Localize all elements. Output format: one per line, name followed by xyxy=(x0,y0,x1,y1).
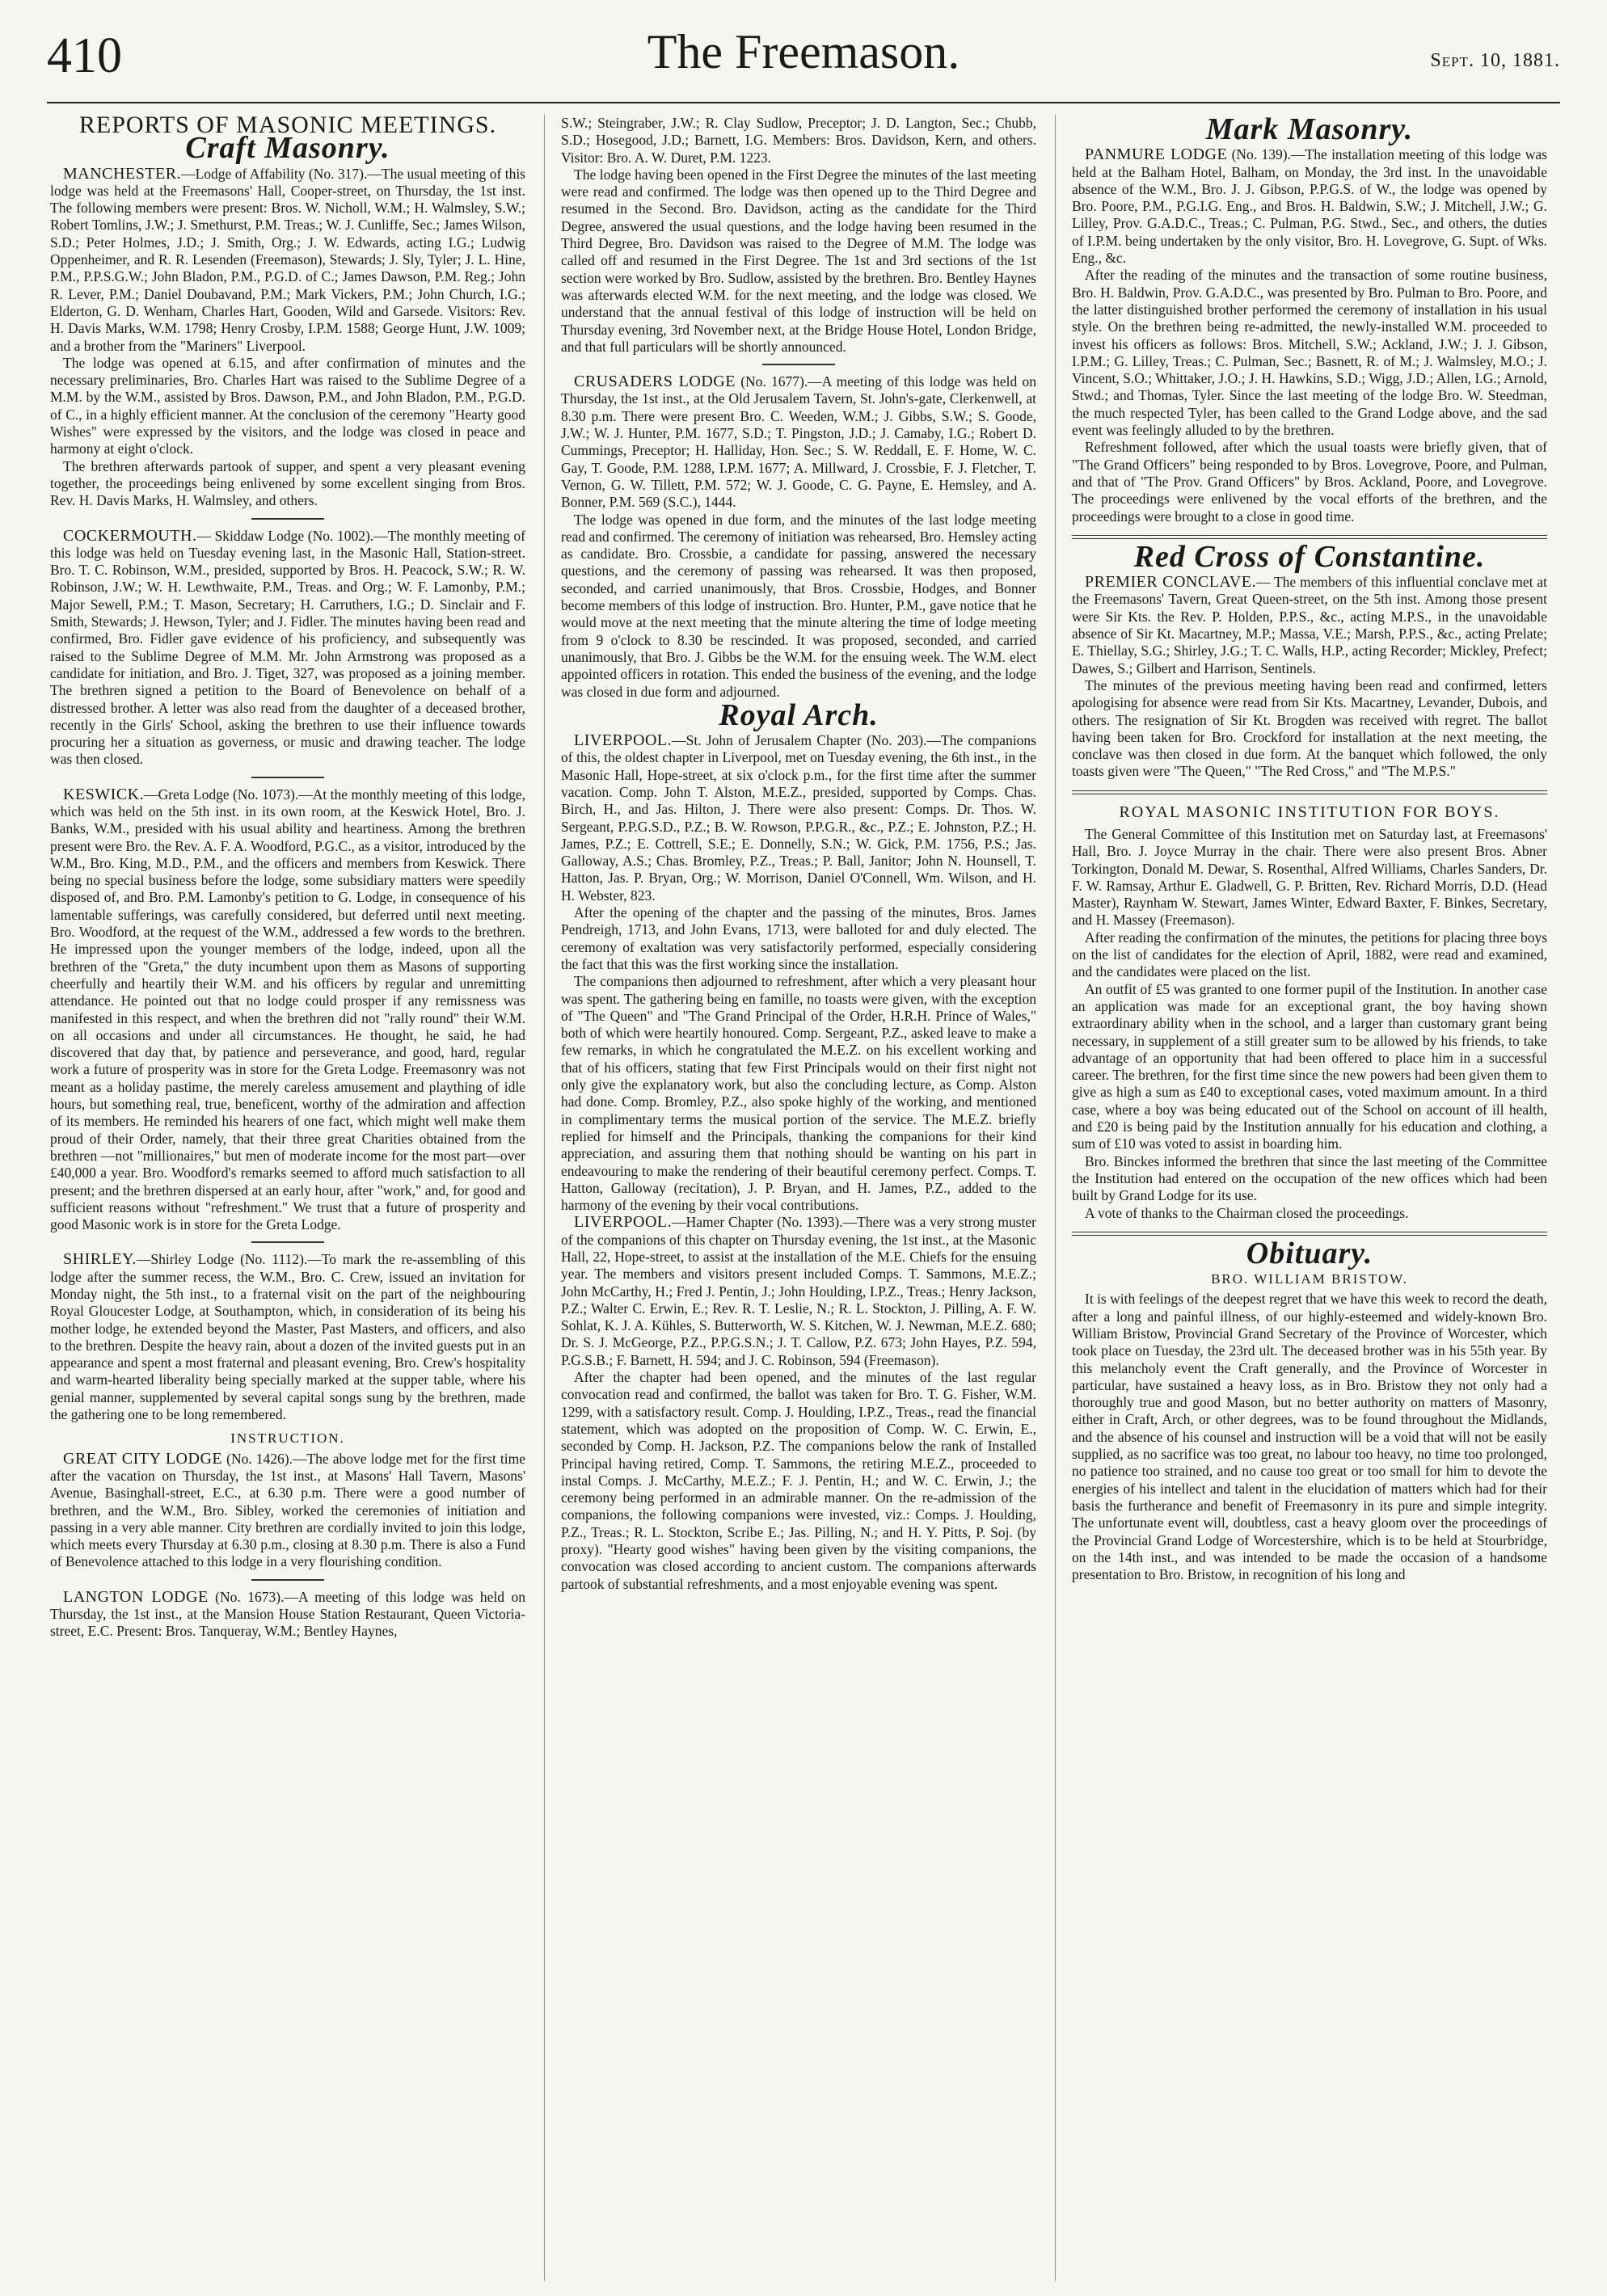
article-crusaders xyxy=(561,373,1036,511)
separator xyxy=(251,1579,324,1581)
article-heading: LIVERPOOL. xyxy=(574,731,673,750)
double-rule xyxy=(1072,790,1547,794)
article-heading: MANCHESTER. xyxy=(63,164,182,183)
newspaper-title: The Freemason. xyxy=(647,25,960,78)
article-heading: COCKERMOUTH. xyxy=(63,526,197,545)
rmib-heading: ROYAL MASONIC INSTITUTION FOR BOYS. xyxy=(1119,803,1500,821)
column-divider xyxy=(544,115,545,2281)
paragraph: It is with feelings of the deepest regret that we have this week to record the death, after a long and painful illness, of our highly-esteemed and widely-known Bro. William Bristow, Provincial Grand Secretary of the Province of Worcester, which took place on Tuesday, the 23rd ult. The deceased brother was in his 55th year. By this melancholy event the Craft generally, and the Province of Worcester in particular, have sustained a heavy loss, as in Bro. Bristow they not only had a thoroughly true and good Mason, but no better authority on matters of Masonry, either in Craft, Arch, or other degrees, was to be found throughout the Midlands, and the absence of his counsel and instruction will be a void that will not be easily supplied, as no sacrifice was too great, no labour too heavy, no time too prolonged, no patience too strained, and no cause too great or too small for him to devote the energies of his intellect and talent in the elucidation of matters which had for their basis the furtherance and benefit of Freemasonry in its pure and simple integrity. The unfortunate event will, doubtless, cast a heavy gloom over the proceedings of the Provincial Grand Lodge of Worcestershire, which is to be held at Stourbridge, on the 14th inst., and was intended to be made the occasion of a handsome presentation to Bro. Bristow, in recognition of his long and xyxy=(1072,1291,1547,1583)
article-body: —Hamer Chapter (No. 1393).—There was a very strong muster of the companions of this chapter on Thursday evening, the 1st inst., at the Masonic Hall, 22, Hope-street, to assist at the installation of the M.E. Chiefs for the ensuing year. The members and visitors present included Comps. T. Sammons, M.E.Z.; John McCarthy, H.; Fred J. Pentin, J.; John Houlding, I.P.Z., Treas.; Henry Jackson, P.Z.; Walter C. Erwin, E.; Rev. R. T. Leslie, N.; R. L. Stockton, J. Pilling, A. F. W. Sohlat, K. J. A. Kühles, S. Butterworth, W. S. Kitchen, W. J. Newman, M.E.Z. 680; Dr. S. J. McGeorge, P.Z., P.P.G.S.N.; J. T. Callow, P.Z. 673; John Hayes, P.Z. 594, P.G.S.B.; F. Barnett, H. 594; and J. C. Robinson, 594 (Freemason). xyxy=(561,1214,1036,1368)
masthead-rule xyxy=(47,102,1560,103)
column-divider xyxy=(1055,115,1056,2281)
column-3 xyxy=(1072,115,1547,2289)
article-panmure xyxy=(1072,146,1547,267)
article-manchester xyxy=(50,166,525,355)
paragraph: The minutes of the previous meeting having been read and confirmed, letters apologising for absence were read from Sir Kts. Macartney, Levander, Dubois, and others. The resignation of Sir Kt. Brogden was received with regret. The ballot having been taken for Bro. Crockford for installation at the next meeting, the conclave was then closed in due form. At the banquet which followed, the only toasts given were "The Queen," "The Red Cross," and "The M.P.S." xyxy=(1072,676,1547,780)
obituary-heading: BRO. WILLIAM BRISTOW. xyxy=(1211,1271,1408,1287)
article-body: — Skiddaw Lodge (No. 1002).—The monthly meeting of this lodge was held on Tuesday evening last, in the Masonic Hall, Station-street. Bro. T. C. Robinson, W.M., presided, supported by Bros. H. Peacock, S.W.; R. W. Robinson, J.W.; W. H. Lewthwaite, P.M., Treas. and Org.; W. F. Lamonby, P.M.; Major Sewell, P.M.; T. Mason, Secretary; H. Carruthers, I.G.; D. Sinclair and F. Smith, Stewards; J. Hewson, Tyler; and J. Fidler. The minutes having been read and confirmed, Bro. Fidler gave evidence of his proficiency, and subsequently was raised to the Sublime Degree of M.M. Mr. John Armstrong was proposed as a candidate for initiation, and Bro. J. Tiget, 327, was proposed as a joining member. The brethren signed a petition to the Board of Benevolence on behalf of a distressed brother. A letter was also read from the daughter of a deceased brother, recently in the Girls' School, asking the brethren to use their influence towards procuring her a situation as governess, or music and drawing teacher. The lodge was then closed. xyxy=(50,527,525,768)
article-body: — The members of this influential conclave met at the Freemasons' Tavern, Great Queen-street, on the 5th inst. Among those present were Sir Kts. the Rev. P. Holden, P.P.S., &c., acting M.P.S., in the unavoidable absence of Sir Kt. Macartney, M.P.; Massa, V.E.; Marsh, P.P.S., &c., acting Prelate; E. Thiellay, S.G.; Shirley, J.G.; T. C. Walls, H.P., acting Recorder; Mickley, Prefect; Dawes, S.; Gilbert and Harrison, Sentinels. xyxy=(1072,574,1547,676)
article-body: (No. 1426).—The above lodge met for the first time after the vacation on Thursday, the 1st inst., at Masons' Hall Tavern, Masons' Avenue, Basinghall-street, E.C., at 6.30 p.m. There were a good number of brethren, and the W.M., Bro. Sibley, worked the ceremonies of initiation and passing in a very able manner. City brethren are cordially invited to join this lodge, which meets every Thursday at 6.30 p.m., closing at 8.30 p.m. There is also a Fund of Benevolence attached to this lodge in a very flourishing condition. xyxy=(50,1450,525,1570)
page-number: 410 xyxy=(47,28,122,83)
section-heading-obituary: Obituary. xyxy=(1246,1236,1373,1270)
article-heading: GREAT CITY LODGE xyxy=(63,1449,223,1468)
article-body: —Shirley Lodge (No. 1112).—To mark the re-assembling of this lodge after the summer recess, the W.M., Bro. C. Crew, issued an invitation for Monday night, the 5th inst., to a fraternal visit on the part of the neighbouring Royal Gloucester Lodge, at Southampton, which, in consideration of its being his mother lodge, he extended beyond the Master, Past Masters, and officers, and also to the brethren. Despite the heavy rain, about a dozen of the invited guests put in an appearance and spent a most fraternal and pleasant evening, Bro. Crew's hospitality and warm-hearted liberality being specially marked at the supper table, where his genial manner, supplemented by several capital songs sung by the brethren, made the gathering one to be long remembered. xyxy=(50,1251,525,1423)
paragraph: The General Committee of this Institution met on Saturday last, at Freemasons' Hall, Bro. J. Joyce Murray in the chair. There were also present Bros. Abner Torkington, Donald M. Dewar, S. Rosenthal, Alfred Williams, Charles Sanders, Dr. F. W. Ramsay, Arthur E. Gladwell, G. P. Britten, Rev. Richard Morris, D.D. (Head Master), Raynham W. Stewart, James Winter, Edward Baxter, F. Binkes, Secretary, and H. Massey (Freemason). xyxy=(1072,825,1547,929)
reports-heading: REPORTS OF MASONIC MEETINGS. xyxy=(78,115,497,138)
separator xyxy=(762,364,835,365)
section-heading-red-cross: Red Cross of Constantine. xyxy=(1133,539,1486,574)
article-great-city xyxy=(50,1451,525,1571)
article-body: (No. 1673).—A meeting of this lodge was held on Thursday, the 1st inst., at the Mansion House Station Restaurant, Queen Victoria-street, E.C. Present: Bros. Tanqueray, W.M.; Bentley Haynes, xyxy=(50,1588,525,1640)
column-1 xyxy=(50,115,525,2289)
article-body: —Lodge of Affability (No. 317).—The usual meeting of this lodge was held at the Freemasons' Hall, Cooper-street, on Thursday, the 1st inst. The following members were present: Bros. W. Nicholl, W.M.; H. Walmsley, S.W.; Robert Tomlins, J.W.; J. Smethurst, P.M. Treas.; W. J. Cunliffe, Sec.; James Wilson, S.D.; Peter Holmes, J.D.; J. Smith, Org.; J. W. Edwards, acting I.G.; Ludwig Oppenheimer, and R. R. Lesenden (Freemason), Stewards; J. Sly, Tyler; J. L. Hine, P.M., P.P.S.G.W.; John Bladon, P.M., P.G.D. of C.; James Dawson, P.M. Reg.; John R. Lever, P.M.; Daniel Doubavand, P.M.; Mark Vickers, P.M.; John Church, I.G.; Elderton, G. D. Wenham, Charles Hart, Gooden, Wild and Garsede. Visitors: Rev. H. Davis Marks, W.M. 1798; Henry Crosby, I.P.M. 1588; George Hunt, J.W. 1009; and a brother from the "Mariners" Liverpool. xyxy=(50,165,525,354)
column-2 xyxy=(561,115,1036,2289)
article-body: —Greta Lodge (No. 1073).—At the monthly meeting of this lodge, which was held on the 5th inst. in its own room, at the Keswick Hotel, Bro. J. Banks, W.M., presided with his usual ability and heartiness. Among the brethren present were Bro. the Rev. A. F. A. Woodford, P.G.C., as a visitor, introduced by the W.M., Bro. King, M.D., P.M., and the officers and members from Keswick. There being no special business before the lodge, some subsidiary matters were speedily disposed of, and Bro. P.M. Lamonby's petition to G. Lodge, in consequence of his lamentable sufferings, was carefully considered, but deferred until next meeting. Bro. Woodford, at the request of the W.M., addressed a few words to the brethren. He impressed upon the younger members of the lodge, indeed, upon all the brethren of the "Greta," the duty incumbent upon them as Masons of supporting cheerfully and heartily their W.M. and his officers by regular and unremitting attendance. He pointed out that no lodge could prosper if any remissness was manifested in this respect, and when the brethren did not "rally round" their W.M. on all occasions and under all circumstances. He thought, he said, he had discovered that day that, by patience and perseverance, and good, hard, regular work a future of prosperity was in store for the Greta Lodge. Freemasonry was not meant as a holiday pastime, the merely careless amusement and plaything of idle hours, but something real, true, beneficent, worthy of the admiration and affection of its members. He reminded his hearers of one fact, which might well make them proud of their Order, namely, that their three great Charities obtained from the brethren —not "millionaires," but men of moderate income for the most part—over £40,000 a year. Bro. Woodford's remarks seemed to afford much satisfaction to all present; and the brethren dispersed at an early hour, after "work," and, for good and sufficient reasons without "refreshment." We trust that a future of prosperity and good Masonic work is in store for the Greta Lodge. xyxy=(50,786,525,1233)
article-heading: LIVERPOOL. xyxy=(574,1213,673,1232)
double-rule xyxy=(1072,535,1547,539)
article-shirley xyxy=(50,1251,525,1423)
article-cockermouth xyxy=(50,528,525,769)
article-liverpool-st-john xyxy=(561,732,1036,904)
separator xyxy=(251,1241,324,1243)
article-body: —St. John of Jerusalem Chapter (No. 203).—The companions of this, the oldest chapter in Liverpool, met on Tuesday evening, the 6th inst., in the Masonic Hall, Hope-street, at six o'clock p.m., for the first time after the summer vacation. Comp. John T. Alston, M.E.Z., presided, supported by Comps. Chas. Birch, H., and Jas. Hilton, J. There were also present: Comps. Dr. Thos. W. Sergeant, P.P.G.S.D., P.Z.; B. W. Rowson, P.P.G.R., &c., P.Z.; E. Johnston, P.Z.; H. James, P.Z.; E. Cottrell, S.E.; E. Donnelly, S.N.; W. Gick, P.M. 1756, P.S.; Jas. Galloway, A.S.; Chas. Bromley, P.Z., Treas.; P. Ball, Janitor; John N. Hounsell, T. Hatton, Jas. P. Bryan, Org.; W. Morrison, Daniel O'Connell, Wm. Wilson, and H. H. Webster, 823. xyxy=(561,732,1036,904)
paragraph: S.W.; Steingraber, J.W.; R. Clay Sudlow, Preceptor; J. D. Langton, Sec.; Chubb, S.D.; Hosegood, J.D.; Barnett, I.G. Members: Bros. Davidson, Kern, and others. Visitor: Bro. A. W. Duret, P.M. 1223. xyxy=(561,115,1036,166)
separator xyxy=(251,518,324,520)
paragraph: After the chapter had been opened, and the minutes of the last regular convocation read and confirmed, the ballot was taken for Bro. T. G. Fisher, W.M. 1299, with a satisfactory result. Comp. J. Houlding, I.P.Z., Treas., read the financial statement, which was adopted on the proposition of Comp. W. C. Erwin, E., seconded by Comp. H. Jackson, P.Z. The companions below the rank of Installed Principal having retired, Comp. T. Sammons, the retiring M.E.Z., proceeded to instal Comps. J. McCarthy, M.E.Z.; F. J. Pentin, H.; and W. C. Erwin, J.; the ceremony being performed in an admirable manner. On the re-admission of the companions, the following companions were invested, viz.: Comps. J. Houlding, P.Z., Treas.; R. L. Stockton, Scribe E.; Jas. Pilling, N.; and H. Y. Pitts, P. Soj. (by proxy). "Hearty good wishes" having been given by the visiting companions, the convocation was closed according to ancient custom. The companions afterwards partook of substantial refreshments, and a most enjoyable evening was spent. xyxy=(561,1369,1036,1592)
article-body: (No. 1677).—A meeting of this lodge was held on Thursday, the 1st inst., at the Old Jerusalem Tavern, St. John's-gate, Clerkenwell, at 8.30 p.m. There were present Bro. C. Weeden, W.M.; J. Gibbs, S.W.; S. Goode, J.W.; W. J. Hunter, P.M. 1677, S.D.; T. Pingston, J.D.; J. Camaby, I.G.; Robert D. Cummings, Preceptor; H. Halliday, Hon. Sec.; S. W. Reddall, E. F. Home, W. C. Gay, T. Goode, P.M. 1288, I.P.M. 1677; A. Millward, J. Crossbie, F. J. Fletcher, T. Vernon, G. W. Tillett, P.M. 572; W. J. Goode, C. G. Payne, E. Hemsley, and A. Bonner, P.M. 569 (S.C.), 1444. xyxy=(561,373,1036,511)
section-heading-mark: Mark Masonry. xyxy=(1205,115,1414,146)
paragraph: The lodge was opened in due form, and the minutes of the last lodge meeting read and confirmed. The ceremony of initiation was rehearsed, Bro. Hemsley acting as candidate. Bro. Crossbie, a candidate for passing, answered the necessary questions, and the ceremony of passing was rehearsed. It was then proposed, seconded, and carried unanimously, that Bros. Crossbie, Hodges, and Bonner become members of this lodge of instruction. Bro. Hunter, P.M., gave notice that he would move at the next meeting that the minute altering the time of lodge meeting from 9 o'clock to 8.30 be rescinded. It was proposed, seconded, and carried unanimously, that Bro. J. Gibbs be the W.M. for the ensuing week. The W.M. elect appointed officers in rotation. This ended the business of the evening, and the lodge was closed in due form and adjourned. xyxy=(561,511,1036,700)
article-langton xyxy=(50,1589,525,1641)
paragraph: A vote of thanks to the Chairman closed the proceedings. xyxy=(1085,1204,1409,1221)
paragraph: The companions then adjourned to refreshment, after which a very pleasant hour was spent. The gathering being en famille, no toasts were given, with the exception of "The Queen" and "The Grand Principal of the Order, H.R.H. Prince of Wales," both of which were heartily honoured. Comp. Sergeant, P.Z., asked leave to make a few remarks, in which he congratulated the M.E.Z. on his excellent working and that of his officers, stating that few First Principals would on their first night not only give the explanatory work, but also the concluding lecture, as Comp. Alston had done. Comp. Bromley, P.Z., also spoke highly of the working, and mentioned in complimentary terms the musical portion of the service. The M.E.Z. briefly replied for himself and the Principals, thanking the companions for their kind appreciation, and assuring them that nothing should be wanting on his part in endeavouring to make the rendering of their beautiful ceremony perfect. Comps. T. Hatton, Galloway (recitation), J. P. Bryan, and H. James, P.Z., added to the harmony of the evening by their vocal contributions. xyxy=(561,973,1036,1214)
article-premier xyxy=(1072,574,1547,677)
article-heading: PANMURE LODGE xyxy=(1085,145,1228,164)
section-heading-royal-arch: Royal Arch. xyxy=(719,697,879,732)
double-rule xyxy=(1072,1232,1547,1236)
paragraph: The lodge was opened at 6.15, and after confirmation of minutes and the necessary preliminaries, Bro. Charles Hart was raised to the Sublime Degree of a M.M. by the W.M., assisted by Bros. Dawson, P.M., and John Bladon, P.M., P.G.D. of C., in a highly efficient manner. At the conclusion of the ceremony "Hearty good Wishes" were expressed by the visitors, and the lodge was closed in peace and harmony at eight o'clock. xyxy=(50,354,525,457)
article-heading: PREMIER CONCLAVE. xyxy=(1085,573,1256,592)
article-liverpool-hamer xyxy=(561,1214,1036,1369)
masthead xyxy=(47,10,1560,99)
paragraph: After the opening of the chapter and the passing of the minutes, Bros. James Pendreigh, 1713, and John Evans, 1713, were balloted for and duly elected. The ceremony of exaltation was very satisfactorily performed, especially considering the fact that this was the first working since the installation. xyxy=(561,904,1036,972)
article-heading: CRUSADERS LODGE xyxy=(574,373,736,391)
paragraph: After reading the confirmation of the minutes, the petitions for placing three boys on the list of candidates for the election of April, 1882, were read and examined, and the candidates were placed on the list. xyxy=(1072,929,1547,980)
paragraph: An outfit of £5 was granted to one former pupil of the Institution. In another case an application was made for an exceptional grant, the boy having shown extraordinary ability when in the school, and a larger than customary grant being necessary, in supplement of a still greater sum to be allowed by his friends, to take advantage of an opportunity that had been offered to place him in a successful career. The brethren, for the first time since the new powers had been given them to give as high a sum as £40 to exceptional cases, voted maximum amount. In a third case, where a boy was being educated out of the School on account of ill health, and £20 is being paid by the Institution annually for his education and clothing, a sum of £10 was voted to assist in boarding him. xyxy=(1072,980,1547,1152)
instruction-heading: INSTRUCTION. xyxy=(230,1430,345,1447)
paragraph: Refreshment followed, after which the usual toasts were briefly given, that of "The Grand Officers" being responded to by Bros. Lovegrove, Poore, and Pulman, and that of "The Prov. Grand Officers" by Bros. Ackland, Poore, and Lovegrove. The proceedings were enlivened by the vocal efforts of the brethren, and the proceedings were brought to a close in good time. xyxy=(1072,439,1547,524)
article-body: (No. 139).—The installation meeting of this lodge was held at the Balham Hotel, Balham, on Monday, the 3rd inst. In the unavoidable absence of the W.M., Bro. J. J. Gibson, P.P.G.S. of W., the lodge was opened by Bro. Poore, P.M., P.G.I.G. Eng., and Bros. H. Baldwin, S.W.; J. Mitchell, J.W.; G. Lilley, Prov. G.A.D.C., Treas.; C. Pulman, P.G. Stwd., Sec., and others, the duties of I.P.M. being undertaken by the only visitor, Bro. H. Lovegrove, G. Supt. of Wks. Eng., &c. xyxy=(1072,146,1547,267)
article-heading: SHIRLEY. xyxy=(63,1250,137,1269)
paragraph: After the reading of the minutes and the transaction of some routine business, Bro. H. Baldwin, Prov. G.A.D.C., was presented by Bro. Pulman to Bro. Poore, and the latter distinguished brother performed the ceremony of installation in his usual style. On the brethren being re-admitted, the newly-installed W.M. proceeded to invest his officers as follows: Bros. Mitchell, S.W.; Ackland, J.W.; J. J. Gibson, I.P.M.; G. Lilley, Treas.; C. Pulman, Sec.; Basnett, R. of M.; J. Walmsley, M.O.; J. Vincent, S.O.; Whittaker, J.O.; J. H. Hawkins, S.D.; Wigg, J.D.; Allen, I.G.; Arnold, Stwd.; and Thomas, Tyler. Since the last meeting of the lodge Bro. W. Steedman, the much respected Tyler, has been called to the Grand Lodge above, and the sad event was feelingly alluded to by the brethren. xyxy=(1072,267,1547,439)
article-heading: LANGTON LODGE xyxy=(63,1587,209,1606)
section-heading-craft: Craft Masonry. xyxy=(185,131,390,166)
article-heading: KESWICK. xyxy=(63,785,145,803)
article-keswick xyxy=(50,786,525,1234)
separator xyxy=(251,777,324,778)
paragraph: Bro. Binckes informed the brethren that since the last meeting of the Committee the Institution had entered on the occupation of the new offices which had been built by Grand Lodge for its use. xyxy=(1072,1152,1547,1204)
issue-date: Sept. 10, 1881. xyxy=(1430,50,1560,71)
paragraph: The lodge having been opened in the First Degree the minutes of the last meeting were read and confirmed. The lodge was then opened up to the Third Degree and resumed in the Second. Bro. Davidson, acting as the candidate for the Third Degree, answered the usual questions, and the lodge having been resumed in the Third Degree, Bro. Davidson was raised to the Degree of M.M. The lodge was called off and resumed in the First Degree. The 1st and 3rd sections of the 1st section were worked by Bro. Sudlow, assisted by the brethren. Bro. Bentley Haynes was afterwards elected W.M. for the next meeting, and the lodge was closed. We understand that the annual festival of this lodge of instruction will be held on Thursday evening, 3rd November next, at the Bridge House Hotel, London Bridge, and that full particulars will be shortly announced. xyxy=(561,166,1036,355)
paragraph: The brethren afterwards partook of supper, and spent a very pleasant evening together, the proceedings being enlivened by some excellent singing from Bros. Rev. H. Davis Marks, H. Walmsley, and others. xyxy=(50,457,525,509)
